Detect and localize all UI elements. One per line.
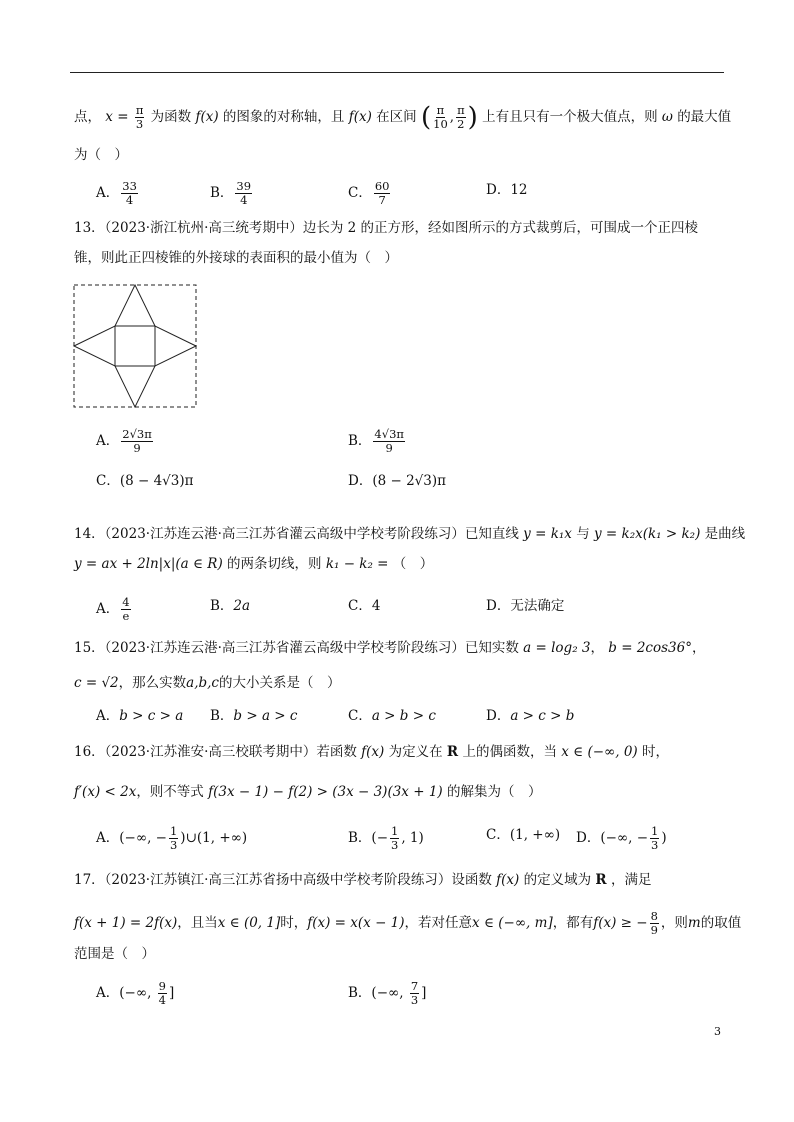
q16-option-c[interactable]: C．(1, +∞) (486, 827, 561, 843)
q13-line1: 13．（2023·浙江杭州·高三统考期中）边长为 2 的正方形，经如图所示的方式裁剪后，可围成一个正四棱 (74, 220, 699, 236)
q15-option-c[interactable]: C．a > b > c (348, 708, 436, 724)
q16-option-b[interactable]: B．(− $\frac{1}{3}$ , 1) (348, 824, 424, 852)
q12-line1: 点， x = $\frac{\pi}{3}$ 为函数 f(x) 的图象的对称轴，且 f(x) 在区间 ( $\frac{\pi}{10}$ , $\frac{\pi}{2}$ ) 上有且只有一个极大值点，则 ω 的最大值 (74, 102, 732, 133)
pyramid-base-square (115, 326, 155, 366)
q13-line2: 锥，则此正四棱锥的外接球的表面积的最小值为（ ） (74, 250, 398, 266)
top-triangle (115, 285, 155, 326)
q16-option-a[interactable]: A．(−∞, − $\frac{1}{3}$ )∪(1, +∞) (96, 824, 248, 852)
left-triangle (74, 326, 115, 366)
square-cut-figure (72, 283, 198, 409)
q12-option-a[interactable]: A． $\frac{33}{4}$ (96, 179, 137, 207)
q15-option-b[interactable]: B．b > a > c (210, 708, 298, 724)
bottom-triangle (115, 366, 155, 407)
q12-option-b[interactable]: B． $\frac{39}{4}$ (210, 179, 252, 207)
q17-option-b[interactable]: B．(−∞, $\frac{7}{3}$ ] (348, 979, 427, 1007)
page-number: 3 (714, 1025, 721, 1038)
q16-option-d[interactable]: D．(−∞, − $\frac{1}{3}$ ) (576, 824, 667, 852)
q14-option-a[interactable]: A． $\frac{4}{e}$ (96, 595, 130, 623)
right-triangle (155, 326, 196, 366)
q13-option-a[interactable]: A． $\frac{2√3\pi}{9}$ (96, 427, 152, 455)
q14-line2: y = ax + 2ln|x|(a ∈ R) 的两条切线，则 k₁ − k₂ = （ ） (74, 556, 434, 572)
q17-line3: 范围是（ ） (74, 946, 155, 962)
q17-line2: f(x + 1) = 2f(x)，且当x ∈ (0, 1]时，f(x) = x(x − 1)，若对任意x ∈ (−∞, m]，都有f(x) ≥ − $\frac{8}{9}$ ，则m的取值 (74, 909, 742, 937)
q14-option-b[interactable]: B．2a (210, 598, 251, 614)
q17-option-a[interactable]: A．(−∞, $\frac{9}{4}$ ] (96, 979, 175, 1007)
q15-option-a[interactable]: A．b > c > a (96, 708, 184, 724)
q16-line1: 16．（2023·江苏淮安·高三校联考期中）若函数 f(x) 为定义在 R 上的偶函数，当 x ∈ (−∞, 0) 时， (74, 744, 669, 760)
q14-line1: 14．（2023·江苏连云港·高三江苏省灌云高级中学校考阶段练习）已知直线 y = k₁x 与 y = k₂x(k₁ > k₂) 是曲线 (74, 526, 746, 542)
header-rule (70, 72, 724, 73)
q12-option-c[interactable]: C． $\frac{60}{7}$ (348, 179, 390, 207)
q12-line2: 为（ ） (74, 147, 128, 163)
q15-option-d[interactable]: D．a > c > b (486, 708, 575, 724)
q15-line2: c = √2，那么实数a,b,c的大小关系是（ ） (74, 675, 341, 691)
q13-option-d[interactable]: D．(8 − 2√3)π (348, 473, 446, 489)
q12-option-d[interactable]: D．12 (486, 182, 528, 198)
q15-line1: 15．（2023·江苏连云港·高三江苏省灌云高级中学校考阶段练习）已知实数 a = log₂ 3， b = 2cos36°， (74, 640, 706, 656)
q13-option-b[interactable]: B． $\frac{4√3\pi}{9}$ (348, 427, 404, 455)
q14-option-d[interactable]: D．无法确定 (486, 598, 565, 614)
q13-option-c[interactable]: C．(8 − 4√3)π (96, 473, 194, 489)
q16-line2: f′(x) < 2x，则不等式 f(3x − 1) − f(2) > (3x − 3)(3x + 1) 的解集为（ ） (74, 784, 542, 800)
q14-option-c[interactable]: C．4 (348, 598, 381, 614)
dashed-square (74, 285, 196, 407)
q17-line1: 17．（2023·江苏镇江·高三江苏省扬中高级中学校考阶段练习）设函数 f(x) 的定义域为 R ，满足 (74, 872, 652, 888)
